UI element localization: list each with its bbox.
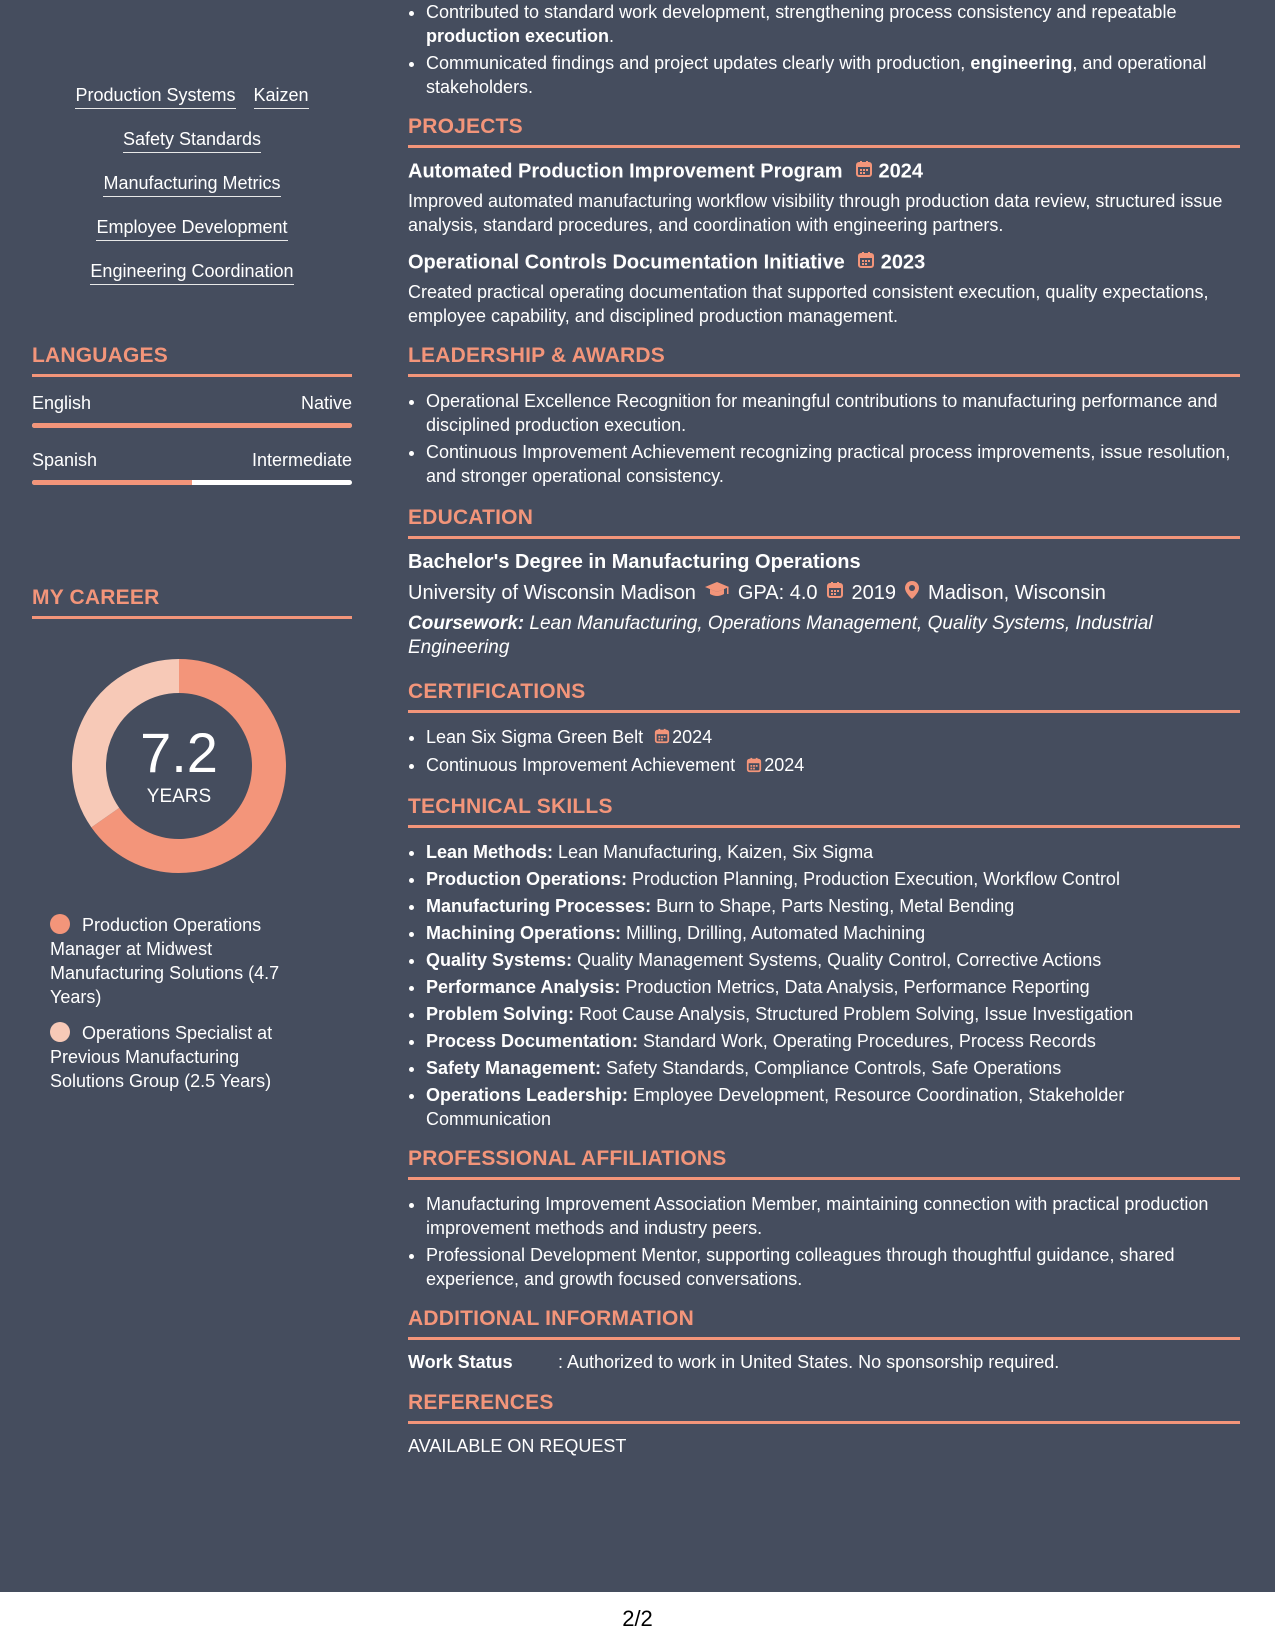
- education-section: [408, 506, 1240, 660]
- tag-row: [32, 128, 352, 153]
- skill-line: • Performance Analysis: Production Metrics, Data Analysis, Performance Reporting: [426, 975, 1240, 999]
- skill-line: • Manufacturing Processes: Burn to Shape, Parts Nesting, Metal Bending: [426, 894, 1240, 918]
- language-name: Spanish: [32, 450, 98, 470]
- references-text: AVAILABLE ON REQUEST: [408, 1435, 627, 1456]
- skill-line: • Lean Methods: Lean Manufacturing, Kaizen, Six Sigma: [426, 840, 1240, 864]
- language-name: English: [32, 393, 92, 413]
- experience-bullet: • Communicated findings and project updates clearly with production, engineering, and operational stakeholders.: [426, 51, 1240, 99]
- skill-line: • Operations Leadership: Employee Development, Resource Coordination, Stakeholder Communication: [426, 1083, 1240, 1131]
- career-role-text: Operations Specialist at Previous Manufacturing Solutions Group (2.5 Years): [50, 1023, 273, 1091]
- affiliations-section: [408, 1147, 1240, 1291]
- affiliation-item: • Professional Development Mentor, supporting colleagues through thoughtful guidance, shared experience, and growth focused conversations.: [426, 1243, 1240, 1291]
- total-years-value: 7.2: [140, 721, 218, 784]
- skill-tag: Employee Development: [96, 216, 287, 241]
- certification-year: 2024: [764, 755, 805, 776]
- coursework: Coursework: Lean Manufacturing, Operations Management, Quality Systems, Industrial Engineering: [408, 613, 1153, 658]
- calendar-icon: [855, 160, 873, 184]
- section-title: EDUCATION: [408, 506, 1240, 539]
- calendar-icon: [826, 581, 844, 605]
- career-section: [32, 586, 352, 1105]
- projects-section: [408, 115, 1240, 328]
- legend-dot: [50, 1022, 70, 1042]
- skill-tag: Engineering Coordination: [90, 260, 293, 285]
- work-status-value: : Authorized to work in United States. No sponsorship required.: [558, 1351, 1060, 1372]
- section-title: CERTIFICATIONS: [408, 680, 1240, 713]
- additional-info-section: [408, 1307, 1240, 1373]
- section-title: MY CAREER: [32, 586, 352, 619]
- language-item: [32, 450, 352, 485]
- location-pin-icon: [904, 580, 920, 606]
- language-level: Native: [300, 393, 352, 413]
- experience-bullets: [408, 0, 1240, 99]
- project-title: Automated Production Improvement Program 2024: [408, 160, 923, 183]
- leadership-item: • Continuous Improvement Achievement recognizing practical process improvements, issue resolution, and stronger operational consistency.: [426, 440, 1240, 488]
- section-title: TECHNICAL SKILLS: [408, 795, 1240, 828]
- language-bar-fill: [32, 480, 192, 485]
- project-title: Operational Controls Documentation Initiative 2023: [408, 251, 926, 274]
- language-bar-fill: [32, 423, 352, 428]
- tag-row: [32, 216, 352, 241]
- degree-title: Bachelor's Degree in Manufacturing Operations: [408, 551, 861, 573]
- page-number: 2/2: [622, 1606, 653, 1631]
- section-title: REFERENCES: [408, 1391, 1240, 1424]
- language-level: Intermediate: [251, 450, 352, 470]
- work-status-row: [408, 1352, 1240, 1373]
- total-years-unit: YEARS: [146, 786, 212, 807]
- career-list: [32, 913, 352, 1093]
- skill-tag: Production Systems: [75, 84, 235, 109]
- graduation-cap-icon: [704, 581, 730, 605]
- skill-tag: Manufacturing Metrics: [103, 172, 280, 197]
- career-donut-chart: [66, 653, 292, 879]
- language-bar: [32, 480, 352, 485]
- project-year: 2024: [878, 160, 923, 183]
- main-content: [408, 0, 1240, 1457]
- skill-line: • Machining Operations: Milling, Drilling, Automated Machining: [426, 921, 1240, 945]
- graduation-year: 2019: [851, 581, 897, 604]
- certifications-section: [408, 680, 1240, 779]
- section-title: ADDITIONAL INFORMATION: [408, 1307, 1240, 1340]
- skill-line: • Safety Management: Safety Standards, Compliance Controls, Safe Operations: [426, 1056, 1240, 1080]
- calendar-icon: [857, 251, 875, 275]
- education-location: Madison, Wisconsin: [928, 581, 1106, 604]
- skill-line: • Production Operations: Production Planning, Production Execution, Workflow Control: [426, 867, 1240, 891]
- career-role: [50, 1021, 310, 1093]
- skill-tag: Kaizen: [254, 84, 309, 109]
- sidebar: [32, 0, 352, 1592]
- experience-bullet: • Contributed to standard work development, strengthening process consistency and repeatable production execution.: [426, 0, 1240, 48]
- references-section: [408, 1391, 1240, 1457]
- skill-tag: Safety Standards: [123, 128, 261, 153]
- certification-item: • Lean Six Sigma Green Belt 2024: [426, 725, 1240, 750]
- legend-dot: [50, 914, 70, 934]
- project-year: 2023: [880, 251, 926, 274]
- gpa: GPA: 4.0: [737, 581, 818, 604]
- leadership-section: [408, 344, 1240, 488]
- school-name: University of Wisconsin Madison: [408, 581, 696, 604]
- affiliation-item: • Manufacturing Improvement Association Member, maintaining connection with practical production improvement methods and industry peers.: [426, 1192, 1240, 1240]
- section-title: LANGUAGES: [32, 344, 352, 377]
- skill-tags: [32, 84, 352, 304]
- work-status-label: Work Status: [408, 1351, 513, 1372]
- career-role: [50, 913, 310, 1009]
- skill-line: • Problem Solving: Root Cause Analysis, Structured Problem Solving, Issue Investigation: [426, 1002, 1240, 1026]
- certification-item: • Continuous Improvement Achievement 2024: [426, 753, 1240, 778]
- technical-skills-section: [408, 795, 1240, 1131]
- calendar-icon: [654, 726, 670, 750]
- tag-row: [32, 172, 352, 197]
- languages-section: [32, 344, 352, 485]
- tag-row: [32, 260, 352, 285]
- language-bar: [32, 423, 352, 428]
- education-details: [408, 580, 1240, 606]
- section-title: PROFESSIONAL AFFILIATIONS: [408, 1147, 1240, 1180]
- project-description: Created practical operating documentation that supported consistent execution, quality expectations, employee capability, and disciplined production management.: [408, 282, 1209, 326]
- skill-line: • Process Documentation: Standard Work, Operating Procedures, Process Records: [426, 1029, 1240, 1053]
- certification-year: 2024: [672, 727, 713, 747]
- tag-row: [32, 84, 352, 109]
- leadership-item: • Operational Excellence Recognition for meaningful contributions to manufacturing performance and disciplined production execution.: [426, 389, 1240, 437]
- calendar-icon: [746, 755, 762, 779]
- language-item: [32, 393, 352, 428]
- project-description: Improved automated manufacturing workflow visibility through production data review, structured issue analysis, standard procedures, and coordination with engineering partners.: [408, 191, 1223, 235]
- skill-line: • Quality Systems: Quality Management Systems, Quality Control, Corrective Actions: [426, 948, 1240, 972]
- career-role-text: Production Operations Manager at Midwest Manufacturing Solutions (4.7 Years): [50, 915, 280, 1007]
- section-title: LEADERSHIP & AWARDS: [408, 344, 1240, 377]
- section-title: PROJECTS: [408, 115, 1240, 148]
